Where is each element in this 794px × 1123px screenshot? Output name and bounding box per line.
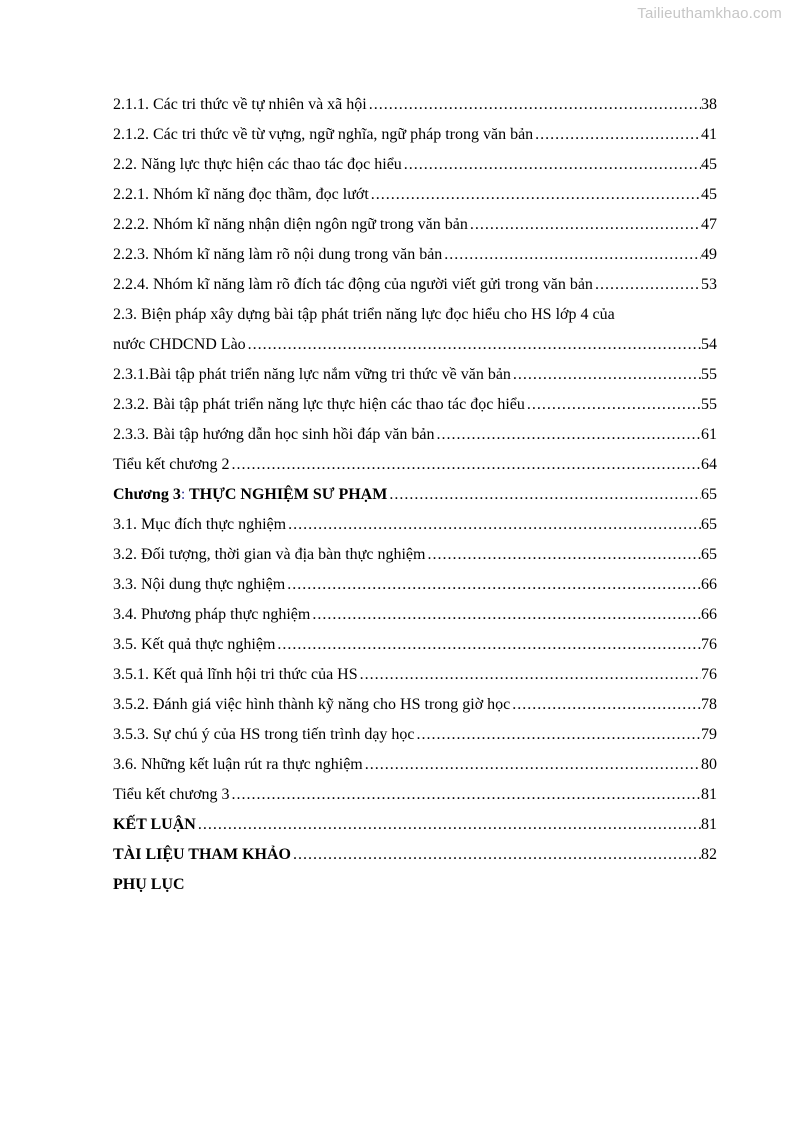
toc-entry — [113, 660, 717, 690]
toc-page-number: 45 — [701, 186, 717, 203]
toc-page-number: 64 — [701, 456, 717, 473]
toc-entry-text: 2.2.3. Nhóm kĩ năng làm rõ nội dung trong văn bản — [113, 246, 443, 263]
toc-entry — [113, 360, 717, 390]
toc-entry — [113, 120, 717, 150]
toc-dot-leader — [277, 630, 701, 660]
toc-page-number: 65 — [701, 546, 717, 563]
toc-entry-text-segment: THỰC NGHIỆM SƯ PHẠM — [185, 486, 388, 503]
toc-dot-leader — [527, 390, 701, 420]
toc-page-number: 66 — [701, 606, 717, 623]
toc-dot-leader — [444, 240, 701, 270]
toc-entry — [113, 810, 717, 840]
toc-page-number: 49 — [701, 246, 717, 263]
toc-page-number: 76 — [701, 636, 717, 653]
toc-page-number: 61 — [701, 426, 717, 443]
toc-entry-text: 2.2.4. Nhóm kĩ năng làm rõ đích tác động của người viết gửi trong văn bản — [113, 276, 593, 293]
toc-page-number: 66 — [701, 576, 717, 593]
toc-entry — [113, 570, 717, 600]
toc-entry-text: 2.3.3. Bài tập hướng dẫn học sinh hồi đáp văn bản — [113, 426, 435, 443]
toc-page-number: 47 — [701, 216, 717, 233]
toc-entry-text: 3.1. Mục đích thực nghiệm — [113, 516, 287, 533]
toc-page-number: 55 — [701, 366, 717, 383]
watermark-text: Tailieuthamkhao.com — [637, 5, 782, 22]
toc-entry — [113, 450, 717, 480]
toc-entry — [113, 390, 717, 420]
toc-page-number: 82 — [701, 846, 717, 863]
toc-dot-leader — [287, 570, 701, 600]
toc-entry-text: 3.5.1. Kết quả lĩnh hội tri thức của HS — [113, 666, 358, 683]
toc-entry-text-segment: : — [180, 486, 186, 503]
toc-entry — [113, 630, 717, 660]
toc-entry — [113, 480, 717, 510]
toc-dot-leader — [248, 330, 701, 360]
toc-dot-leader — [312, 600, 701, 630]
toc-dot-leader — [232, 450, 701, 480]
toc-entry — [113, 300, 717, 330]
toc-entry-text: Tiểu kết chương 3 — [113, 786, 230, 803]
toc-entry — [113, 600, 717, 630]
toc-entry-text: 3.5.3. Sự chú ý của HS trong tiến trình dạy học — [113, 726, 415, 743]
toc-page-number: 79 — [701, 726, 717, 743]
toc-entry — [113, 720, 717, 750]
toc-entry-text: 3.2. Đối tượng, thời gian và địa bàn thực nghiệm — [113, 546, 426, 563]
toc-entry-text: 3.3. Nội dung thực nghiệm — [113, 576, 286, 593]
toc-entry — [113, 180, 717, 210]
toc-entry — [113, 330, 717, 360]
toc-entry — [113, 690, 717, 720]
toc-entry — [113, 270, 717, 300]
toc-entry-text: KẾT LUẬN — [113, 816, 196, 833]
toc-entry-text: 2.1.1. Các tri thức về tự nhiên và xã hội — [113, 96, 367, 113]
toc-page-number: 41 — [701, 126, 717, 143]
toc-entry-text: 2.3.1.Bài tập phát triển năng lực nắm vững tri thức về văn bản — [113, 366, 511, 383]
toc-entry-text: TÀI LIỆU THAM KHẢO — [113, 846, 291, 863]
toc-entry-text — [113, 480, 387, 510]
toc-page-number: 81 — [701, 816, 717, 833]
toc-entry-text: 2.2.1. Nhóm kĩ năng đọc thầm, đọc lướt — [113, 186, 369, 203]
toc-entry-text: PHỤ LỤC — [113, 876, 185, 893]
toc-page-number: 78 — [701, 696, 717, 713]
toc-dot-leader — [437, 420, 701, 450]
toc-page-number: 55 — [701, 396, 717, 413]
toc-entry-text: 3.4. Phương pháp thực nghiệm — [113, 606, 311, 623]
toc-entry — [113, 540, 717, 570]
toc-entry-text: 3.6. Những kết luận rút ra thực nghiệm — [113, 756, 363, 773]
toc-entry-text: 3.5. Kết quả thực nghiệm — [113, 636, 276, 653]
toc-page-number: 45 — [701, 156, 717, 173]
toc-page-number: 76 — [701, 666, 717, 683]
toc-entry-text: 2.2.2. Nhóm kĩ năng nhận diện ngôn ngữ trong văn bản — [113, 216, 468, 233]
toc-entry — [113, 750, 717, 780]
toc-entry-text: Tiểu kết chương 2 — [113, 456, 230, 473]
toc-entry-text: 2.1.2. Các tri thức về từ vựng, ngữ nghĩa, ngữ pháp trong văn bản — [113, 126, 534, 143]
toc-entry — [113, 780, 717, 810]
toc-dot-leader — [513, 360, 701, 390]
toc-page-number: 38 — [701, 96, 717, 113]
toc-page-number: 53 — [701, 276, 717, 293]
toc-entry-text: 3.5.2. Đánh giá việc hình thành kỹ năng cho HS trong giờ học — [113, 696, 511, 713]
toc-page-number: 65 — [701, 516, 717, 533]
toc-dot-leader — [512, 690, 701, 720]
toc-dot-leader — [232, 780, 701, 810]
toc-entry-text: 2.3.2. Bài tập phát triển năng lực thực hiện các thao tác đọc hiểu — [113, 396, 525, 413]
toc-entry-text-segment: Chương 3 — [113, 486, 181, 503]
toc-dot-leader — [427, 540, 701, 570]
toc-entry-text: 2.2. Năng lực thực hiện các thao tác đọc hiểu — [113, 156, 402, 173]
toc-dot-leader — [365, 750, 701, 780]
toc-dot-leader — [470, 210, 701, 240]
toc-entry — [113, 90, 717, 120]
toc-dot-leader — [417, 720, 701, 750]
toc-dot-leader — [535, 120, 701, 150]
toc-entry — [113, 870, 717, 900]
toc-entry — [113, 420, 717, 450]
toc-dot-leader — [369, 90, 701, 120]
toc-dot-leader — [198, 810, 701, 840]
toc-dot-leader — [360, 660, 701, 690]
toc-dot-leader — [389, 480, 701, 510]
toc-dot-leader — [371, 180, 701, 210]
toc-dot-leader — [404, 150, 701, 180]
toc-entry — [113, 150, 717, 180]
toc-entry-text: 2.3. Biện pháp xây dựng bài tập phát triển năng lực đọc hiểu cho HS lớp 4 của — [113, 306, 615, 323]
toc-entry — [113, 210, 717, 240]
toc-dot-leader — [293, 840, 701, 870]
toc-page-number: 65 — [701, 486, 717, 503]
toc-page-number: 80 — [701, 756, 717, 773]
toc-entry — [113, 840, 717, 870]
toc-entry — [113, 240, 717, 270]
toc-page-number: 81 — [701, 786, 717, 803]
toc-entry — [113, 510, 717, 540]
toc-entry-text: nước CHDCND Lào — [113, 336, 246, 353]
toc-dot-leader — [595, 270, 701, 300]
table-of-contents — [113, 90, 717, 900]
toc-page-number: 54 — [701, 336, 717, 353]
toc-dot-leader — [288, 510, 701, 540]
